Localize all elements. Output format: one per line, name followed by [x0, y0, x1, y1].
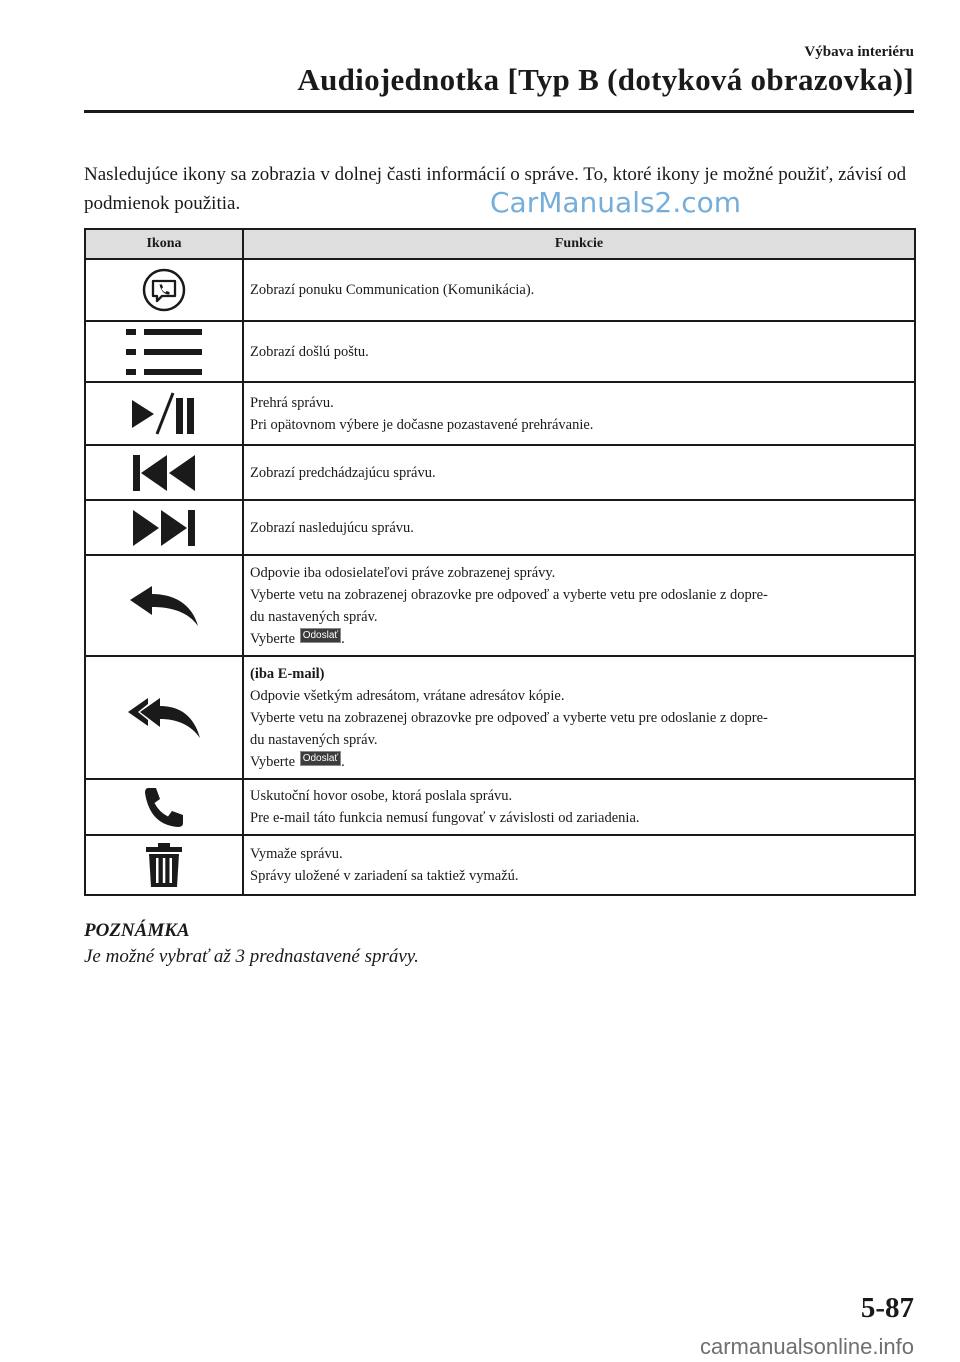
icon-cell: [85, 555, 243, 656]
function-cell: [243, 500, 915, 555]
icon-table: [84, 228, 916, 896]
function-text: Vymaže správu.: [250, 846, 343, 862]
function-cell: [243, 656, 915, 779]
table-row: [85, 555, 915, 656]
table-row: [85, 500, 915, 555]
chapter-title: Audiojednotka [Typ B (dotyková obrazovka)]: [297, 62, 914, 97]
table-row: [85, 259, 915, 321]
select-suffix: .: [341, 753, 345, 770]
function-text: Odpovie iba odosielateľovi práve zobrazenej správy.: [250, 564, 556, 581]
table-row: [85, 445, 915, 500]
watermark: CarManuals2.com: [490, 186, 742, 219]
select-prefix: Vyberte: [250, 753, 296, 770]
table-row: [85, 656, 915, 779]
table-row: [85, 835, 915, 895]
phone-icon: [86, 785, 242, 829]
table-row: [85, 382, 915, 445]
select-instruction: [250, 628, 908, 650]
icon-cell: [85, 321, 243, 382]
icon-cell: [85, 500, 243, 555]
function-text: Uskutoční hovor osobe, ktorá poslala správu.: [250, 788, 513, 804]
communication-icon: [86, 268, 242, 312]
function-text: Správy uložené v zariadení sa taktiež vymažú.: [250, 868, 519, 884]
select-prefix: Vyberte: [250, 630, 296, 647]
footer-watermark: carmanualsonline.info: [699, 1334, 914, 1359]
select-suffix: .: [341, 630, 345, 647]
icon-cell: [85, 259, 243, 321]
function-cell: [243, 779, 915, 835]
function-text: Zobrazí ponuku Communication (Komunikácia).: [250, 282, 535, 298]
function-text: Prehrá správu.: [250, 394, 334, 411]
function-text: Zobrazí predchádzajúcu správu.: [250, 464, 436, 481]
function-text: Zobrazí došlú poštu.: [250, 343, 369, 360]
function-text: Pri opätovnom výbere je dočasne pozastavené prehrávanie.: [250, 416, 594, 433]
next-icon: [86, 508, 242, 548]
function-cell: [243, 835, 915, 895]
function-cell: [243, 382, 915, 445]
reply-icon: [86, 584, 242, 628]
select-instruction: [250, 751, 908, 773]
reply-all-icon: [86, 696, 242, 740]
page-number: 5-87: [860, 1292, 914, 1324]
intro-paragraph: Nasledujúce ikony sa zobrazia v dolnej časti informácií o správe. To, ktoré ikony je možné použiť, závisí od podmienok použitia.: [84, 164, 907, 214]
send-button-chip: Odoslať: [300, 628, 341, 643]
previous-icon: [86, 453, 242, 493]
icon-cell: [85, 445, 243, 500]
title-rule: [84, 110, 914, 113]
table-header-row: [85, 229, 915, 259]
trash-icon: [86, 842, 242, 888]
function-cell: [243, 555, 915, 656]
function-cell: [243, 259, 915, 321]
function-text: du nastavených správ.: [250, 731, 378, 748]
function-text: Zobrazí nasledujúcu správu.: [250, 519, 414, 536]
inbox-list-icon: [86, 327, 242, 377]
function-cell: [243, 321, 915, 382]
icon-cell: [85, 779, 243, 835]
icon-cell: [85, 656, 243, 779]
header-function: Funkcie: [243, 229, 915, 259]
function-text: Pre e-mail táto funkcia nemusí fungovať v závislosti od zariadenia.: [250, 810, 640, 826]
header-icon: Ikona: [85, 229, 243, 259]
play-pause-icon: [86, 390, 242, 438]
table-row: [85, 779, 915, 835]
icon-cell: [85, 382, 243, 445]
function-text: Vyberte vetu na zobrazenej obrazovke pre odpoveď a vyberte vetu pre odoslanie z dopre-: [250, 586, 768, 603]
note-title: POZNÁMKA: [84, 920, 190, 941]
function-text: Odpovie všetkým adresátom, vrátane adresátov kópie.: [250, 687, 565, 704]
icon-cell: [85, 835, 243, 895]
send-button-chip: Odoslať: [300, 751, 341, 766]
note-text: Je možné vybrať až 3 prednastavené správy.: [84, 946, 419, 967]
function-heading: (iba E-mail): [250, 665, 325, 682]
table-row: [85, 321, 915, 382]
function-cell: [243, 445, 915, 500]
section-label: Výbava interiéru: [804, 44, 914, 60]
function-text: du nastavených správ.: [250, 608, 378, 625]
function-text: Vyberte vetu na zobrazenej obrazovke pre odpoveď a vyberte vetu pre odoslanie z dopre-: [250, 709, 768, 726]
